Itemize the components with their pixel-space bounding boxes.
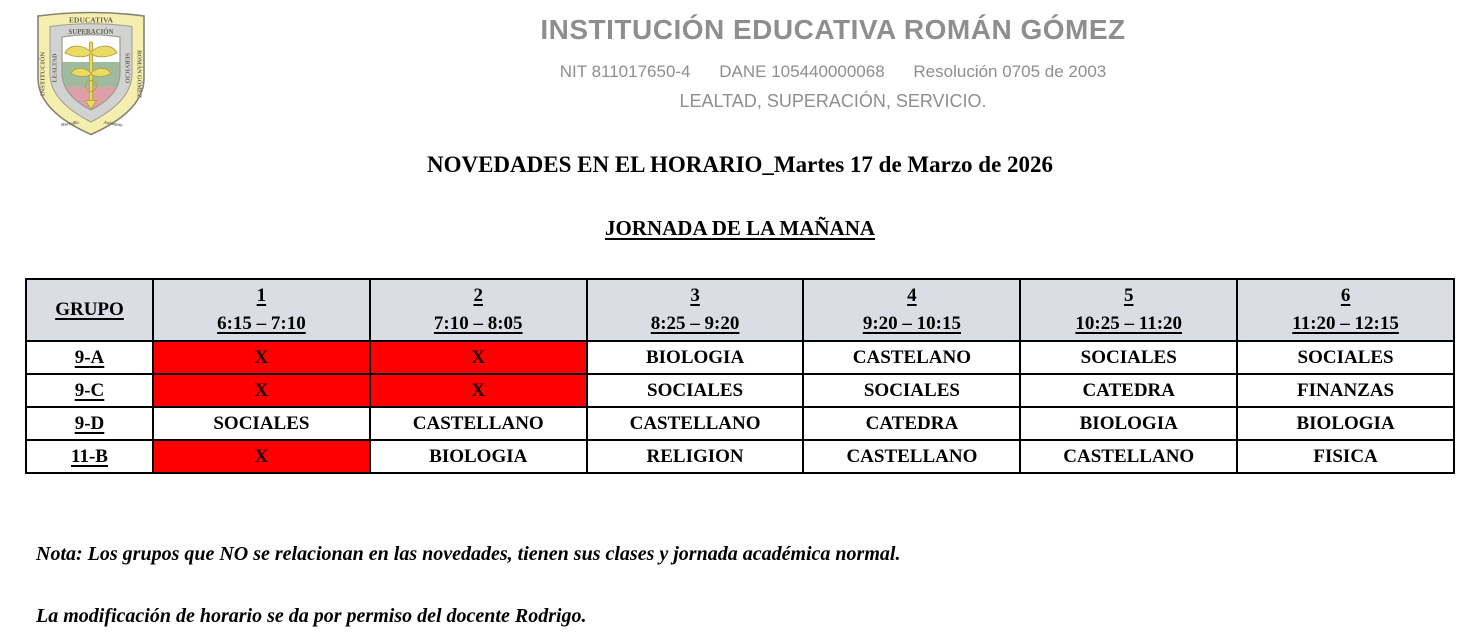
subject-cell: X: [370, 341, 587, 374]
crest-text-roman-gomez: ROMÁN GÓMEZ: [135, 50, 142, 98]
table-row-9a: [26, 341, 1454, 374]
schedule-table: [25, 278, 1455, 474]
column-header-period-6: 6 11:20 – 12:15: [1237, 279, 1454, 341]
subject-cell: CASTELANO: [803, 341, 1020, 374]
subject-cell: CATEDRA: [803, 407, 1020, 440]
subject-cell: CASTELLANO: [370, 407, 587, 440]
column-header-group: GRUPO: [26, 279, 153, 341]
school-motto: LEALTAD, SUPERACIÓN, SERVICIO.: [679, 91, 987, 111]
subject-cell: CASTELLANO: [587, 407, 804, 440]
registration-line: [196, 62, 1470, 82]
column-header-period-4: 4 9:20 – 10:15: [803, 279, 1020, 341]
group-cell: 9-A: [26, 341, 153, 374]
group-cell: 9-D: [26, 407, 153, 440]
school-name: INSTITUCIÓN EDUCATIVA ROMÁN GÓMEZ: [540, 14, 1126, 45]
crest-text-educativa: EDUCATIVA: [69, 15, 113, 25]
table-row-11b: [26, 440, 1454, 473]
table-row-9c: [26, 374, 1454, 407]
crest-text-superacion: SUPERACIÓN: [68, 29, 114, 36]
document-title: NOVEDADES EN EL HORARIO_Martes 17 de Marzo de 2026: [426, 152, 1054, 177]
table-row-9d: [26, 407, 1454, 440]
group-cell: 11-B: [26, 440, 153, 473]
subject-cell: RELIGION: [587, 440, 804, 473]
note-reason: La modificación de horario se da por permiso del docente Rodrigo.: [36, 605, 587, 627]
subject-cell: X: [153, 374, 370, 407]
column-header-period-1: 1 6:15 – 7:10: [153, 279, 370, 341]
dane-text: DANE 105440000068: [719, 62, 885, 81]
note-normal-schedule: Nota: Los grupos que NO se relacionan en las novedades, tienen sus clases y jornada académica normal.: [36, 543, 901, 565]
crest-text-antioquia: Antioquia: [103, 119, 123, 128]
subject-cell: BIOLOGIA: [1020, 407, 1237, 440]
subject-cell: X: [153, 341, 370, 374]
subject-cell: SOCIALES: [1020, 341, 1237, 374]
subject-cell: FINANZAS: [1237, 374, 1454, 407]
nit-text: NIT 811017650-4: [559, 62, 691, 81]
section-title-text: JORNADA DE LA MAÑANA: [604, 216, 876, 240]
group-cell: 9-C: [26, 374, 153, 407]
subject-cell: CATEDRA: [1020, 374, 1237, 407]
subject-cell: FISICA: [1237, 440, 1454, 473]
subject-cell: SOCIALES: [587, 374, 804, 407]
subject-cell: CASTELLANO: [1020, 440, 1237, 473]
subject-cell: X: [370, 374, 587, 407]
subject-cell: SOCIALES: [1237, 341, 1454, 374]
column-header-period-5: 5 10:25 – 11:20: [1020, 279, 1237, 341]
column-header-period-3: 3 8:25 – 9:20: [587, 279, 804, 341]
crest-text-lealtad: LEALTAD: [51, 53, 59, 83]
header-row: [26, 279, 1454, 341]
subject-cell: X: [153, 440, 370, 473]
crest-text-institucion: INSTITUCIÓN: [39, 51, 47, 97]
subject-cell: BIOLOGIA: [1237, 407, 1454, 440]
subject-cell: BIOLOGIA: [370, 440, 587, 473]
letterhead-text: [196, 0, 1470, 112]
subject-cell: SOCIALES: [803, 374, 1020, 407]
subject-cell: CASTELLANO: [803, 440, 1020, 473]
subject-cell: SOCIALES: [153, 407, 370, 440]
subject-cell: BIOLOGIA: [587, 341, 804, 374]
school-crest-logo: [30, 6, 152, 138]
crest-text-servicio: SERVICIO: [123, 52, 131, 84]
crest-text-marinilla: Marinilla: [60, 119, 80, 128]
section-title: [0, 216, 1480, 241]
column-header-period-2: 2 7:10 – 8:05: [370, 279, 587, 341]
resolution-text: Resolución 0705 de 2003: [913, 62, 1107, 81]
